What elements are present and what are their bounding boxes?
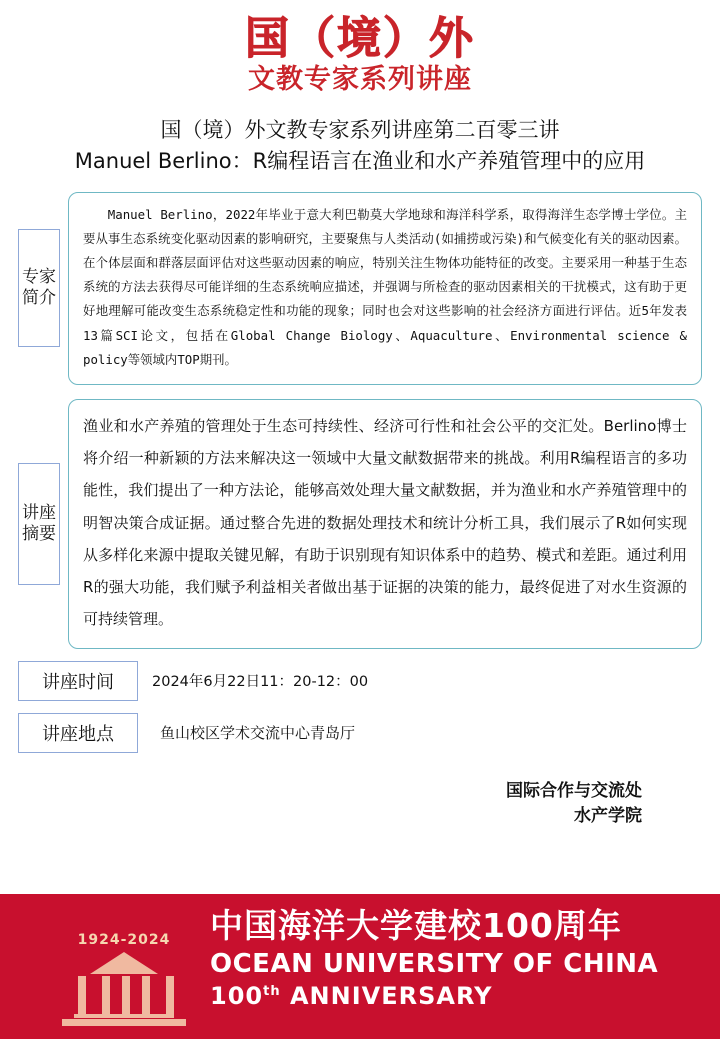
expert-bio-section bbox=[18, 192, 702, 385]
lecture-place-value: 鱼山校区学术交流中心青岛厅 bbox=[160, 724, 356, 743]
expert-bio-text: Manuel Berlino，2022年毕业于意大利巴勒莫大学地球和海洋科学系，取得海洋生态学博士学位。主要从事生态系统变化驱动因素的影响研究，主要聚焦与人类活动(如捕捞或污染)和气候变化有关的驱动因素。在个体层面和群落层面评估对这些驱动因素的响应，特别关注生物体功能特征的改变。主要采用一种基于生态系统的方法去获得尽可能详细的生态系统响应描述，并强调与所检查的驱动因素相关的干扰模式，这有助于更好地理解可能改变生态系统稳定性和功能的现象；同时也会对这些影响的社会经济方面进行评估。近5年发表13篇SCI论文，包括在Global Change Biology、Aquaculture、Environmental science & policy等领域内TOP期刊。 bbox=[68, 192, 702, 385]
anniversary-years: 1924-2024 bbox=[77, 932, 171, 948]
footer-text-block bbox=[210, 906, 710, 1011]
lecture-place-row bbox=[18, 713, 702, 753]
page-title bbox=[0, 115, 720, 178]
lecture-abstract-text: 渔业和水产养殖的管理处于生态可持续性、经济可行性和社会公平的交汇处。Berlino博士将介绍一种新颖的方法来解决这一领域中大量文献数据带来的挑战。利用R编程语言的多功能性，我们提出了一种方法论，能够高效处理大量文献数据，并为渔业和水产养殖管理中的明智决策合成证据。通过整合先进的数据处理技术和统计分析工具，我们展示了R如何实现从多样化来源中提取关键见解，有助于识别现有知识体系中的趋势、模式和差距。通过利用R的强大功能，我们赋予利益相关者做出基于证据的决策的能力，最终促进了对水生资源的可持续管理。 bbox=[68, 399, 702, 649]
lecture-abstract-label: 讲座摘要 bbox=[18, 463, 60, 585]
signature-college: 水产学院 bbox=[574, 806, 642, 827]
footer-title-en: OCEAN UNIVERSITY OF CHINA bbox=[210, 948, 659, 979]
lecture-time-label: 讲座时间 bbox=[18, 661, 138, 701]
footer-anniversary-en bbox=[210, 981, 710, 1011]
anniversary-word: ANNIVERSARY bbox=[289, 982, 493, 1011]
signature-block bbox=[0, 779, 720, 830]
expert-bio-label: 专家简介 bbox=[18, 229, 60, 347]
lecture-series-title: 国（境）外文教专家系列讲座第二百零三讲 bbox=[160, 117, 560, 142]
lecture-place-label: 讲座地点 bbox=[18, 713, 138, 753]
lecture-topic-title: Manuel Berlino：R编程语言在渔业和水产养殖管理中的应用 bbox=[74, 149, 646, 174]
lecture-time-value: 2024年6月22日11：20-12：00 bbox=[152, 674, 369, 691]
footer-title-cn: 中国海洋大学建校100周年 bbox=[210, 906, 622, 945]
signature-office: 国际合作与交流处 bbox=[506, 780, 642, 801]
university-emblem-icon bbox=[48, 908, 198, 1026]
anniversary-number: 100 bbox=[210, 982, 264, 1011]
lecture-abstract-section bbox=[18, 399, 702, 649]
banner-title-sub: 文教专家系列讲座 bbox=[248, 64, 472, 96]
anniversary-ordinal: th bbox=[263, 984, 281, 1000]
banner-title-main: 国（境）外 bbox=[245, 13, 475, 64]
footer-banner bbox=[0, 894, 720, 1039]
lecture-time-row bbox=[18, 661, 702, 701]
campus-gate-icon bbox=[56, 952, 192, 1026]
header-banner bbox=[0, 0, 720, 97]
